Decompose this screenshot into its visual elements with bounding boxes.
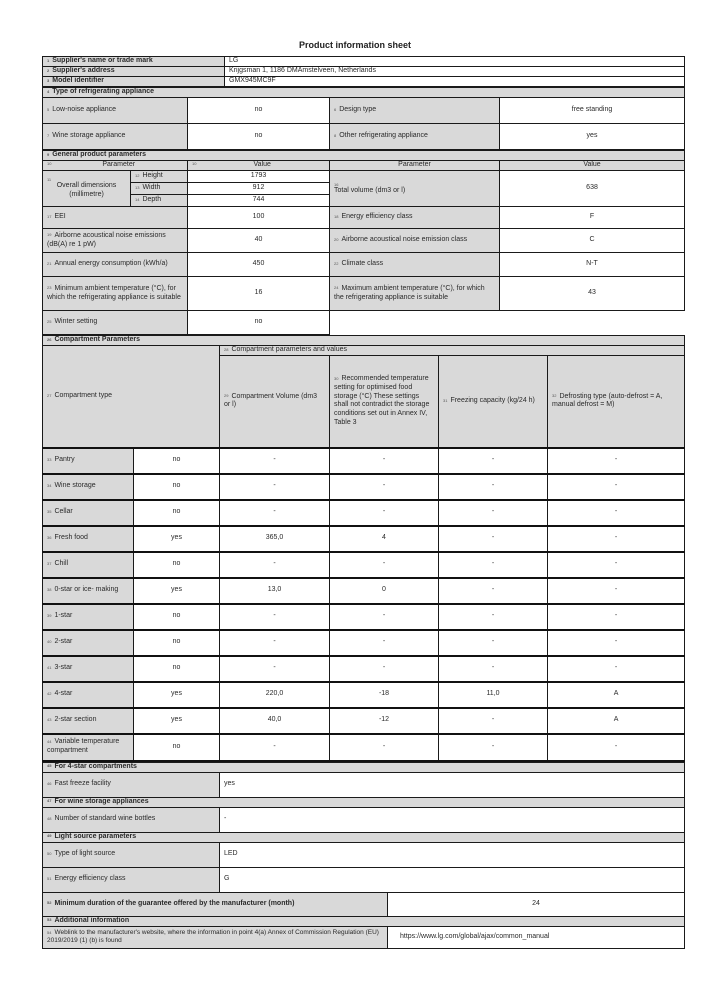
compartment-freezing-capacity: - xyxy=(439,656,548,682)
section-header xyxy=(43,832,685,842)
compartment-volume: - xyxy=(220,500,330,526)
guarantee-value: 24 xyxy=(388,892,685,916)
wine-storage-label: Wine storage appliance xyxy=(52,132,126,140)
row-number: 48 xyxy=(47,815,52,821)
row-number: 38 xyxy=(47,586,52,592)
compartment-present: no xyxy=(134,500,220,526)
compartment-table xyxy=(42,335,685,762)
section-title: Type of refrigerating appliance xyxy=(52,88,155,96)
general-parameters-table xyxy=(42,150,685,335)
row-number: 40 xyxy=(47,638,52,644)
compartment-volume: 13,0 xyxy=(220,578,330,604)
design-type-value: free standing xyxy=(500,98,685,124)
compartment-defrost-type: - xyxy=(548,552,685,578)
volume-header: Compartment Volume (dm3 or l) xyxy=(224,392,318,409)
column-header-row xyxy=(43,161,685,171)
climate-class-value: N-T xyxy=(500,253,685,277)
compartment-row xyxy=(43,578,685,604)
row-number: 44 xyxy=(47,738,52,744)
row-number: 41 xyxy=(47,664,52,670)
light-eec-row xyxy=(43,867,685,892)
row-number: 8 xyxy=(334,132,337,138)
product-information-sheet xyxy=(42,56,684,949)
compartment-defrost-type: A xyxy=(548,708,685,734)
model-identifier-label: Model identifier xyxy=(52,77,104,85)
fast-freeze-label: Fast freeze facility xyxy=(54,780,111,788)
row-number: 33 xyxy=(47,456,52,462)
wine-bottles-value: - xyxy=(220,807,685,832)
compartment-present: yes xyxy=(134,526,220,552)
row-number: 51 xyxy=(47,875,52,881)
noise-emissions-value: 40 xyxy=(188,229,330,253)
row-number: 10 xyxy=(47,161,52,167)
section-header xyxy=(43,88,685,98)
section-title: Compartment Parameters xyxy=(54,336,141,344)
compartment-temperature: - xyxy=(330,500,439,526)
row-number: 32 xyxy=(552,393,557,399)
compartment-defrost-type: - xyxy=(548,656,685,682)
compartment-row xyxy=(43,630,685,656)
light-energy-class-value: G xyxy=(220,867,685,892)
other-appliance-label: Other refrigerating appliance xyxy=(339,132,428,140)
light-type-value: LED xyxy=(220,842,685,867)
temperature-row xyxy=(43,277,685,311)
compartment-present: yes xyxy=(134,682,220,708)
compartment-volume: - xyxy=(220,604,330,630)
supplier-name-value: LG xyxy=(225,57,685,67)
row-number: 26 xyxy=(47,336,52,342)
compartment-temperature: - xyxy=(330,448,439,474)
row-number: 1 xyxy=(47,57,50,63)
compartment-temperature: - xyxy=(330,630,439,656)
compartment-defrost-type: A xyxy=(548,682,685,708)
compartment-name: 1-star xyxy=(54,612,73,620)
compartment-temperature: -18 xyxy=(330,682,439,708)
compartment-temperature: - xyxy=(330,552,439,578)
compartment-present: no xyxy=(134,604,220,630)
row-number: 13 xyxy=(135,184,140,190)
noise-class-label: Airborne acoustical noise emission class xyxy=(341,236,468,244)
row-number: 4 xyxy=(47,88,50,94)
compartment-name: 2-star section xyxy=(54,716,97,724)
row-number: 19 xyxy=(47,232,52,238)
row-number: 12 xyxy=(135,172,140,178)
compartment-present: no xyxy=(134,448,220,474)
row-number: 25 xyxy=(47,318,52,324)
compartment-volume: 40,0 xyxy=(220,708,330,734)
temperature-header: Recommended temperature setting for optimised food storage (°C) These settings shall not contradict the storage conditions set out in Annex IV, Table 3 xyxy=(334,375,430,426)
fast-freeze-value: yes xyxy=(220,772,685,797)
freezing-capacity-header: Freezing capacity (kg/24 h) xyxy=(450,396,535,404)
width-label: Width xyxy=(142,184,161,192)
row-number: 52 xyxy=(47,900,52,906)
compartment-defrost-type: - xyxy=(548,630,685,656)
compartment-present: no xyxy=(134,552,220,578)
compartment-present: yes xyxy=(134,578,220,604)
compartment-name: 4-star xyxy=(54,690,73,698)
empty-cell xyxy=(330,311,685,335)
row-number: 24 xyxy=(334,285,339,291)
compartment-present: no xyxy=(134,474,220,500)
model-identifier-value: GMX945MC9F xyxy=(225,77,685,87)
compartment-present: no xyxy=(134,734,220,761)
overall-dimensions-label: Overall dimensions (millimetre) xyxy=(56,182,117,198)
model-identifier-row xyxy=(43,77,685,87)
compartment-name: Cellar xyxy=(54,508,73,516)
row-number: 10 xyxy=(192,161,197,167)
compartment-name: 2-star xyxy=(54,638,73,646)
light-type-label: Type of light source xyxy=(54,850,116,858)
row-number: 20 xyxy=(334,236,339,242)
row-number: 31 xyxy=(443,397,448,403)
value-header: Value xyxy=(500,161,685,171)
compartment-name: 3-star xyxy=(54,664,73,672)
section-title: Light source parameters xyxy=(54,832,137,840)
compartment-freezing-capacity: - xyxy=(439,578,548,604)
noise-emissions-label: Airborne acoustical noise emissions (dB(A) re 1 pW) xyxy=(47,231,166,248)
row-number: 50 xyxy=(47,850,52,856)
row-number: 34 xyxy=(47,482,52,488)
weblink-label: Weblink to the manufacturer's website, where the information in point 4(a) Annex of Commission Regulation (EU) 2019/2019 (1) (b) is found xyxy=(47,928,379,944)
section-title: Additional information xyxy=(54,916,130,924)
compartment-temperature: - xyxy=(330,604,439,630)
eei-label: EEI xyxy=(54,213,66,221)
row-number: 3 xyxy=(47,77,50,83)
row-number: 35 xyxy=(47,508,52,514)
compartment-type-header: Compartment type xyxy=(54,391,113,399)
noise-row xyxy=(43,229,685,253)
compartment-header-row xyxy=(43,346,685,356)
page-title: Product information sheet xyxy=(298,40,411,50)
winter-row xyxy=(43,311,685,335)
weblink-row xyxy=(43,926,685,948)
wine-bottles-label: Number of standard wine bottles xyxy=(54,815,156,823)
width-value: 912 xyxy=(188,183,330,195)
compartment-name: Fresh food xyxy=(54,534,88,542)
compartment-freezing-capacity: - xyxy=(439,708,548,734)
row-number: 30 xyxy=(334,375,339,381)
compartment-volume: 365,0 xyxy=(220,526,330,552)
height-label: Height xyxy=(142,172,163,180)
row-number: 46 xyxy=(47,780,52,786)
section-header xyxy=(43,336,685,346)
compartment-row xyxy=(43,604,685,630)
max-temp-value: 43 xyxy=(500,277,685,311)
low-noise-value: no xyxy=(188,98,330,124)
row-number: 16 xyxy=(334,181,339,187)
row-number: 28 xyxy=(224,346,229,352)
compartment-volume: - xyxy=(220,448,330,474)
energy-consumption-label: Annual energy consumption (kWh/a) xyxy=(54,260,168,268)
energy-row xyxy=(43,253,685,277)
row-number: 17 xyxy=(47,213,52,219)
compartment-freezing-capacity: - xyxy=(439,448,548,474)
appliance-row xyxy=(43,124,685,150)
row-number: 23 xyxy=(47,285,52,291)
row-number: 42 xyxy=(47,690,52,696)
appliance-type-table xyxy=(42,87,685,150)
compartment-present: no xyxy=(134,656,220,682)
energy-consumption-value: 450 xyxy=(188,253,330,277)
section-title: For 4-star compartments xyxy=(54,762,137,770)
compartment-name: Variable temperature compartment xyxy=(47,738,120,754)
energy-class-label: Energy efficiency class xyxy=(341,213,413,221)
row-number: 53 xyxy=(47,917,52,923)
eei-value: 100 xyxy=(188,207,330,229)
compartment-row xyxy=(43,734,685,761)
parameter-header: Parameter xyxy=(102,161,136,169)
compartment-freezing-capacity: - xyxy=(439,474,548,500)
compartment-row xyxy=(43,448,685,474)
wine-bottles-row xyxy=(43,807,685,832)
compartment-freezing-capacity: - xyxy=(439,734,548,761)
compartment-volume: - xyxy=(220,656,330,682)
compartment-name: 0-star or ice- making xyxy=(54,586,119,594)
design-type-label: Design type xyxy=(339,106,377,114)
compartment-row xyxy=(43,682,685,708)
max-temp-label: Maximum ambient temperature (°C), for which the refrigerating appliance is suitable xyxy=(334,284,485,301)
section-header xyxy=(43,797,685,807)
section-header xyxy=(43,916,685,926)
compartment-temperature: -12 xyxy=(330,708,439,734)
compartment-freezing-capacity: - xyxy=(439,500,548,526)
compartment-temperature: 4 xyxy=(330,526,439,552)
row-number: 47 xyxy=(47,798,52,804)
section-title: For wine storage appliances xyxy=(54,797,149,805)
winter-setting-label: Winter setting xyxy=(54,318,98,326)
guarantee-row xyxy=(43,892,685,916)
depth-value: 744 xyxy=(188,195,330,207)
compartment-temperature: - xyxy=(330,656,439,682)
low-noise-label: Low-noise appliance xyxy=(52,106,117,114)
winter-setting-value: no xyxy=(188,311,330,335)
eei-row xyxy=(43,207,685,229)
depth-label: Depth xyxy=(142,196,162,204)
row-number: 5 xyxy=(47,106,50,112)
compartment-defrost-type: - xyxy=(548,448,685,474)
parameter-header: Parameter xyxy=(330,161,500,171)
compartment-freezing-capacity: 11,0 xyxy=(439,682,548,708)
row-number: 14 xyxy=(135,196,140,202)
row-number: 27 xyxy=(47,392,52,398)
appliance-row xyxy=(43,98,685,124)
compartment-temperature: - xyxy=(330,734,439,761)
compartment-volume: - xyxy=(220,552,330,578)
row-number: 43 xyxy=(47,716,52,722)
compartment-row xyxy=(43,708,685,734)
compartment-freezing-capacity: - xyxy=(439,604,548,630)
row-number: 29 xyxy=(224,393,229,399)
value-header: Value xyxy=(253,161,271,169)
defrosting-type-header: Defrosting type (auto-defrost = A, manual defrost = M) xyxy=(552,392,663,409)
compartment-volume: - xyxy=(220,734,330,761)
supplier-address-value: Krijgsman 1, 1186 DMAmstelveen, Netherlands xyxy=(225,67,685,77)
compartment-row xyxy=(43,656,685,682)
min-temp-value: 16 xyxy=(188,277,330,311)
section-header xyxy=(43,762,685,772)
row-number: 21 xyxy=(47,260,52,266)
climate-class-label: Climate class xyxy=(341,260,384,268)
compartment-name: Pantry xyxy=(54,456,75,464)
row-number: 18 xyxy=(334,213,339,219)
light-energy-class-label: Energy efficiency class xyxy=(54,875,126,883)
compartment-row xyxy=(43,500,685,526)
compartment-defrost-type: - xyxy=(548,604,685,630)
compartment-defrost-type: - xyxy=(548,474,685,500)
section-title: General product parameters xyxy=(52,151,146,159)
compartment-row xyxy=(43,474,685,500)
row-number: 2 xyxy=(47,67,50,73)
min-temp-label: Minimum ambient temperature (°C), for which the refrigerating appliance is suitable xyxy=(47,284,181,301)
compartment-values-header: Compartment parameters and values xyxy=(231,346,348,354)
compartment-present: no xyxy=(134,630,220,656)
row-number: 22 xyxy=(334,260,339,266)
height-value: 1793 xyxy=(188,171,330,183)
row-number: 37 xyxy=(47,560,52,566)
compartment-present: yes xyxy=(134,708,220,734)
energy-class-value: F xyxy=(500,207,685,229)
row-number: 45 xyxy=(47,763,52,769)
compartment-freezing-capacity: - xyxy=(439,526,548,552)
supplier-address-label: Supplier's address xyxy=(52,67,115,75)
light-type-row xyxy=(43,842,685,867)
total-volume-value: 638 xyxy=(500,171,685,207)
section-header xyxy=(43,151,685,161)
supplier-name-row xyxy=(43,57,685,67)
compartment-temperature: 0 xyxy=(330,578,439,604)
other-appliance-value: yes xyxy=(500,124,685,150)
compartment-row xyxy=(43,552,685,578)
compartment-rows xyxy=(43,448,685,761)
fast-freeze-row xyxy=(43,772,685,797)
wine-storage-value: no xyxy=(188,124,330,150)
supplier-table xyxy=(42,56,685,87)
compartment-defrost-type: - xyxy=(548,734,685,761)
compartment-temperature: - xyxy=(330,474,439,500)
row-number: 49 xyxy=(47,833,52,839)
lower-sections-table xyxy=(42,762,685,949)
row-number: 11 xyxy=(47,177,52,183)
compartment-name: Wine storage xyxy=(54,482,96,490)
row-number: 54 xyxy=(47,929,52,935)
total-volume-label: Total volume (dm3 or l) xyxy=(334,186,406,194)
compartment-defrost-type: - xyxy=(548,500,685,526)
row-number: 9 xyxy=(47,151,50,157)
compartment-defrost-type: - xyxy=(548,526,685,552)
compartment-freezing-capacity: - xyxy=(439,630,548,656)
row-number: 36 xyxy=(47,534,52,540)
row-number: 7 xyxy=(47,132,50,138)
guarantee-label: Minimum duration of the guarantee offered by the manufacturer (month) xyxy=(54,899,295,907)
row-number: 39 xyxy=(47,612,52,618)
supplier-address-row xyxy=(43,67,685,77)
row-number: 6 xyxy=(334,106,337,112)
compartment-row xyxy=(43,526,685,552)
compartment-defrost-type: - xyxy=(548,578,685,604)
supplier-name-label: Supplier's name or trade mark xyxy=(52,57,153,65)
noise-class-value: C xyxy=(500,229,685,253)
compartment-name: Chill xyxy=(54,560,69,568)
compartment-volume: - xyxy=(220,630,330,656)
compartment-freezing-capacity: - xyxy=(439,552,548,578)
weblink-value[interactable]: https://www.lg.com/global/ajax/common_manual xyxy=(400,932,550,940)
compartment-volume: - xyxy=(220,474,330,500)
height-row xyxy=(43,171,685,183)
compartment-volume: 220,0 xyxy=(220,682,330,708)
